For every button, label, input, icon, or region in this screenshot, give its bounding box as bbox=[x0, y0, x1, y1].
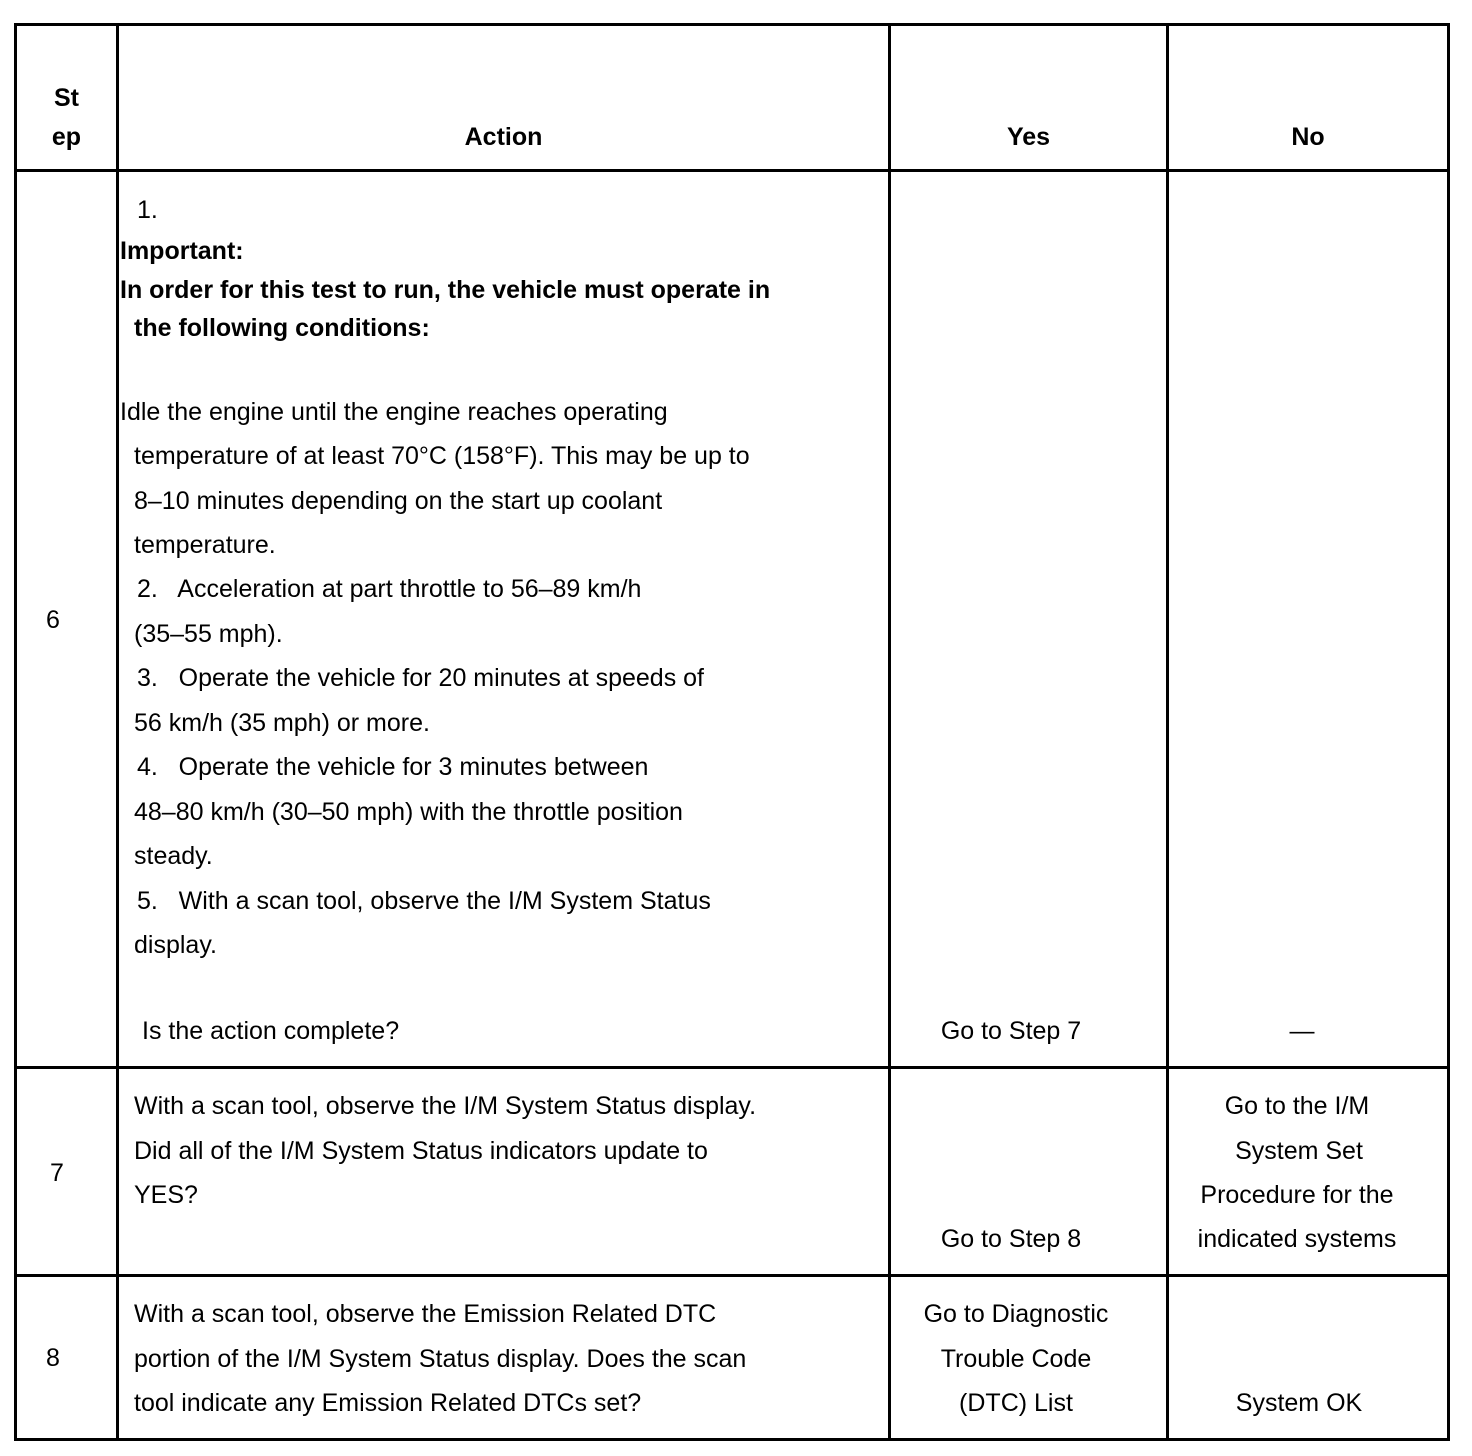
step6-no: — bbox=[1289, 1017, 1315, 1045]
step6-item4-line1: 4. Operate the vehicle for 3 minutes between bbox=[137, 753, 649, 781]
step6-item1-line3: 8–10 minutes depending on the start up coolant bbox=[134, 487, 663, 515]
row-divider-6-7 bbox=[14, 1066, 1450, 1069]
step8-action-line1: With a scan tool, observe the Emission Related DTC bbox=[134, 1300, 717, 1328]
step6-item2-line2: (35–55 mph). bbox=[134, 620, 283, 648]
step7-action-line3: YES? bbox=[134, 1181, 198, 1209]
step7-no-line3: Procedure for the bbox=[1200, 1181, 1394, 1209]
step6-item3-line2: 56 km/h (35 mph) or more. bbox=[134, 709, 430, 737]
step6-item2-line1: 2. Acceleration at part throttle to 56–89 km/h bbox=[137, 575, 642, 603]
step8-yes-line1: Go to Diagnostic bbox=[923, 1300, 1109, 1328]
step6-item1-line1: Idle the engine until the engine reaches operating bbox=[120, 398, 668, 426]
step-number-6: 6 bbox=[46, 606, 60, 634]
header-yes: Yes bbox=[1006, 123, 1051, 151]
step6-item3-line1: 3. Operate the vehicle for 20 minutes at speeds of bbox=[137, 664, 704, 692]
header-action: Action bbox=[464, 123, 543, 151]
step6-item1-line4: temperature. bbox=[134, 531, 276, 559]
step8-no: System OK bbox=[1235, 1389, 1363, 1417]
step7-yes: Go to Step 8 bbox=[940, 1225, 1082, 1253]
step8-action-line3: tool indicate any Emission Related DTCs set? bbox=[134, 1389, 642, 1417]
step6-item1-line2: temperature of at least 70°C (158°F). This may be up to bbox=[134, 442, 750, 470]
row-divider-7-8 bbox=[14, 1274, 1450, 1277]
step6-item1-number: 1. bbox=[137, 196, 158, 224]
step8-yes-line2: Trouble Code bbox=[940, 1345, 1092, 1373]
step6-important-label: Important: bbox=[120, 237, 244, 265]
step7-no-line2: System Set bbox=[1235, 1137, 1363, 1165]
step6-item4-line2: 48–80 km/h (30–50 mph) with the throttle position bbox=[134, 798, 683, 826]
step7-action-line1: With a scan tool, observe the I/M System Status display. bbox=[134, 1092, 757, 1120]
step6-item5-line2: display. bbox=[134, 931, 217, 959]
header-no: No bbox=[1291, 123, 1325, 151]
header-step-line2: ep bbox=[51, 123, 82, 151]
column-divider-step-action bbox=[116, 23, 119, 1441]
step8-yes-line3: (DTC) List bbox=[959, 1389, 1073, 1417]
header-divider bbox=[14, 169, 1450, 172]
header-step-line1: St bbox=[54, 84, 79, 112]
step6-item4-line3: steady. bbox=[134, 842, 213, 870]
step7-no-line1: Go to the I/M bbox=[1224, 1092, 1370, 1120]
step7-action-line2: Did all of the I/M System Status indicators update to bbox=[134, 1137, 708, 1165]
step6-question: Is the action complete? bbox=[142, 1017, 400, 1045]
step6-item5-line1: 5. With a scan tool, observe the I/M System Status bbox=[137, 887, 711, 915]
step6-important-line2: the following conditions: bbox=[134, 314, 430, 342]
step-number-7: 7 bbox=[50, 1159, 64, 1187]
step7-no-line4: indicated systems bbox=[1197, 1225, 1397, 1253]
step6-yes: Go to Step 7 bbox=[940, 1017, 1082, 1045]
step6-important-line1: In order for this test to run, the vehicle must operate in bbox=[120, 276, 771, 304]
step-number-8: 8 bbox=[46, 1344, 60, 1372]
step8-action-line2: portion of the I/M System Status display. Does the scan bbox=[134, 1345, 747, 1373]
